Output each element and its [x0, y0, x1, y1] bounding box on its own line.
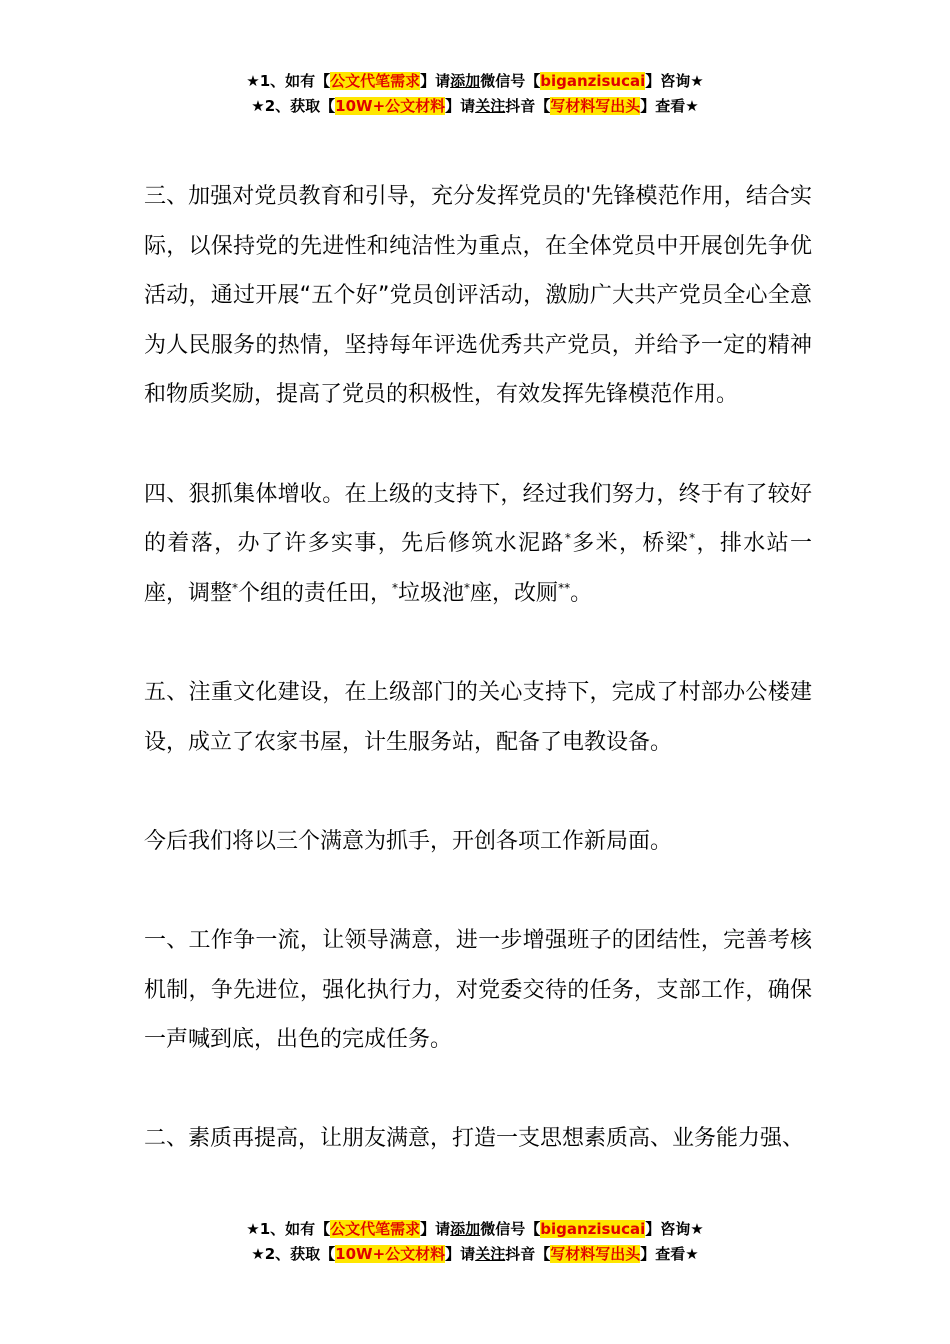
star-icon: ★: [251, 1245, 265, 1263]
paragraph-quality: 二、素质再提高，让朋友满意，打造一支思想素质高、业务能力强、: [144, 1126, 805, 1152]
footer-banner: [0, 1217, 950, 1267]
star-icon: ★: [685, 97, 699, 115]
highlight-douyin: 写材料写出头: [550, 97, 641, 115]
underline-follow: 关注: [475, 97, 506, 115]
underline-follow: 关注: [475, 1245, 506, 1263]
star-icon: ★: [690, 1220, 704, 1238]
star-icon: ★: [251, 97, 265, 115]
star-icon: ★: [246, 1220, 260, 1238]
header-banner: [0, 69, 950, 119]
banner-line-2: ★2、获取【10W+公文材料】请关注抖音【写材料写出头】查看★: [251, 97, 699, 115]
banner-line-1: ★1、如有【公文代笔需求】请添加微信号【biganzisucai】咨询★: [246, 72, 704, 90]
highlight-wechat-id: biganzisucai: [540, 1220, 646, 1238]
highlight-douyin: 写材料写出头: [550, 1245, 641, 1263]
star-icon: ★: [690, 72, 704, 90]
star-icon: ★: [246, 72, 260, 90]
banner-line-1: ★1、如有【公文代笔需求】请添加微信号【biganzisucai】咨询★: [246, 1220, 704, 1238]
highlight-service: 公文代笔需求: [330, 72, 421, 90]
banner-line-2: ★2、获取【10W+公文材料】请关注抖音【写材料写出头】查看★: [251, 1245, 699, 1263]
underline-add: 添加: [450, 72, 481, 90]
document-body: [144, 172, 812, 1164]
paragraph-party-education: 三、加强对党员教育和引导，充分发挥党员的'先锋模范作用，结合实际，以保持党的先进性和纯洁性为重点，在全体党员中开展创先争优活动，通过开展“五个好”党员创评活动，激励广大共产党员全心全意为人民服务的热情，坚持每年评选优秀共产党员，并给予一定的精神和物质奖励，提高了党员的积极性，有效发挥先锋模范作用。: [144, 184, 812, 408]
paragraph-collective-income: 四、狠抓集体增收。在上级的支持下，经过我们努力，终于有了较好的着落，办了许多实事，先后修筑水泥路*多米，桥梁*，排水站一座，调整*个组的责任田，*垃圾池*座，改厕**。: [144, 481, 812, 606]
paragraph-culture: 五、注重文化建设，在上级部门的关心支持下，完成了村部办公楼建设，成立了农家书屋，计生服务站，配备了电教设备。: [144, 679, 812, 755]
highlight-service: 公文代笔需求: [330, 1220, 421, 1238]
highlight-materials: 10W+公文材料: [335, 97, 446, 115]
highlight-materials: 10W+公文材料: [335, 1245, 446, 1263]
star-icon: ★: [685, 1245, 699, 1263]
paragraph-future-plan: 今后我们将以三个满意为抓手，开创各项工作新局面。: [144, 828, 673, 854]
highlight-wechat-id: biganzisucai: [540, 72, 646, 90]
paragraph-work-first: 一、工作争一流，让领导满意，进一步增强班子的团结性，完善考核机制，争先进位，强化执行力，对党委交待的任务，支部工作，确保一声喊到底，出色的完成任务。: [144, 927, 812, 1053]
underline-add: 添加: [450, 1220, 481, 1238]
